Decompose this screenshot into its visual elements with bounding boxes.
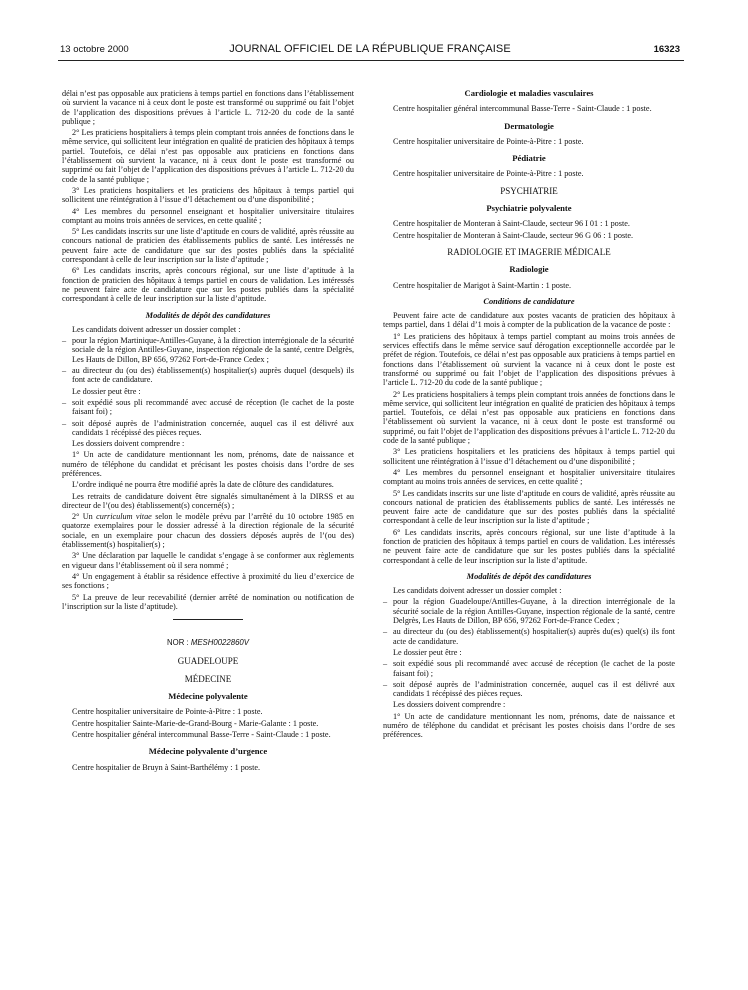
paragraph: 4° Un engagement à établir sa résidence effective à proximité du lieu d’exercice de ses fonctions ; [62,571,354,591]
post-entry: Centre hospitalier de Monteran à Saint-Claude, secteur 96 G 06 : 1 poste. [393,230,634,240]
paragraph: L’ordre indiqué ne pourra être modifié après la date de clôture des candidatures. [72,480,334,490]
specialty-heading: Psychiatrie polyvalente [486,203,572,214]
paragraph: Peuvent faire acte de candidature aux postes vacants de praticien des hôpitaux à temps partiel, dans 1 délai d’1 mois à compter de la publication de la vacance de poste : [383,311,675,330]
header-rule [58,60,684,61]
paragraph: 1° Un acte de candidature mentionnant les nom, prénoms, date de naissance et numéro de téléphone du candidat et précisant les postes choisis dans l’ordre de ses préférences. [62,450,354,478]
divider [173,619,243,620]
specialty-heading: Cardiologie et maladies vasculaires [464,88,594,98]
specialty-heading: Médecine polyvalente d’urgence [148,746,268,757]
region-heading: GUADELOUPE [177,656,239,667]
list-item: – au directeur du (ou des) établissement(s) hospitalier(s) auprès duquel (desquels) ils font acte de candidature. [62,366,354,385]
list-item: – soit déposé auprès de l’administration concernée, auquel cas il est délivré aux candidats 1 récépissé des pièces reçues. [383,680,675,699]
post-entry: Centre hospitalier de Marigot à Saint-Martin : 1 poste. [393,280,572,290]
paragraph: 1° Un acte de candidature mentionnant les nom, prénoms, date de naissance et numéro de téléphone du candidat et précisant les postes choisis dans l’ordre de ses préférences. [383,711,675,740]
post-entry: Centre hospitalier universitaire de Pointe-à-Pitre : 1 poste. [72,707,263,717]
text: 2° Un [72,512,97,522]
paragraph: Le dossier peut être : [72,386,141,396]
specialty-heading: Radiologie [509,264,549,275]
section-heading: Conditions de candidature [483,296,575,306]
paragraph: Les dossiers doivent comprendre : [393,700,506,710]
paragraph: 4° Les membres du personnel enseignant et hospitalier universitaire titulaires comptant au moins trois années de services, en cette qualité ; [62,206,354,225]
nor-label: NOR : [167,638,191,648]
text: selon le modèle prévu par l’arrêté du 10 octobre 1985 en quatorze exemplaires pour le dossier adressé à la direction régionale de la sécurité sociale, en un exemplaire pour chacun des dossiers déposés auprès de l’(ou des) établissement(s) hospitalier(s) ; [62,512,355,550]
specialty-heading: Dermatologie [504,120,554,131]
nor-reference [62,638,354,647]
page-header [60,44,680,58]
list-item: – pour la région Martinique-Antilles-Guyane, à la direction interrégionale de la sécurité sociale de la région Antilles-Guyane, inspection régionale de la santé, centre Delgrès, Les Hauts de Dillon, BP 656, 97262 Fort-de-France Cedex ; [62,336,354,364]
paragraph: 3° Les praticiens hospitaliers et les praticiens des hôpitaux à temps partiel qui sollicitent une réintégration à l’issue d’l détachement ou d’une disponibilité ; [383,447,675,466]
paragraph: 2° Les praticiens hospitaliers à temps plein comptant trois années de fonctions dans le même service, qui sollicitent leur intégration en qualité de praticien des hôpitaux à temps partiel. Toutefois, ce délai n’est pas opposable aux praticiens en fonctions dans l’établissement où survient la vacance, ni à ceux dont le poste est transformé ou supprimé ou fait l’objet de l’application des dispositions prévues à l’article L. 712-20 du code de la santé publique ; [62,128,354,184]
list-item: – pour la région Guadeloupe/Antilles-Guyane, à la direction interrégionale de la sécurité sociale de la région Antilles-Guyane, inspection régionale de la santé, centre Delgrès, Les Hauts de Dillon, BP 656, 97262 Fort-de-France Cedex ; [383,597,675,625]
list-item: – au directeur du (ou des) établissement(s) hospitalier(s) auprès du(es) quel(s) ils font acte de candidature. [383,627,675,646]
discipline-heading: PSYCHIATRIE [500,185,558,196]
discipline-heading: MÉDECINE [184,673,232,684]
paragraph: Les dossiers doivent comprendre : [72,439,185,449]
paragraph: Les candidats doivent adresser un dossier complet : [72,324,241,334]
journal-title: JOURNAL OFFICIEL DE LA RÉPUBLIQUE FRANÇAISE [229,43,511,55]
post-entry: Centre hospitalier général intercommunal Basse-Terre - Saint-Claude : 1 poste. [393,104,652,114]
specialty-heading: Médecine polyvalente [168,691,248,702]
paragraph: 4° Les membres du personnel enseignant et hospitalier universitaire titulaires comptant au moins trois années de services, en cette qualité ; [383,467,675,487]
paragraph: 3° Une déclaration par laquelle le candidat s’engage à se conformer aux règlements en vigueur dans l’établissement où il sera nommé ; [62,551,354,570]
paragraph: 5° La preuve de leur recevabilité (dernier arrêté de nomination ou notification de l’inscription sur la liste d’aptitude). [62,592,354,611]
post-entry: Centre hospitalier Sainte-Marie-de-Grand-Bourg - Marie-Galante : 1 poste. [72,718,319,728]
right-column [383,89,675,742]
issue-date: 13 octobre 2000 [60,44,129,55]
paragraph: 6° Les candidats inscrits, après concours régional, sur une liste d’aptitude à la fonction de praticien des hôpitaux à temps partiel en cours de validation. Les intéressés ne peuvent faire acte de candidature que sur les postes publiés dans la spécialité correspondant à celle de leur inscription sur la liste d’aptitude. [383,527,675,565]
paragraph: 1° Les praticiens des hôpitaux à temps partiel comptant au moins trois années de services effectifs dans le même service sauf dérogation exceptionnelle accordée par le préfet de région. Toutefois, ce délai n’est pas opposable aux praticiens à temps partiel en fonctions dans l’établissement où survient la vacance ni à ceux dont le poste est transformé ou supprimé ou fait l’objet de l’application des dispositions prévues à l’article L. 712-20 du code de la santé publique ; [383,331,675,388]
page-number: 16323 [653,44,680,55]
paragraph: Les candidats doivent adresser un dossier complet : [393,586,562,596]
specialty-heading: Pédiatrie [512,153,546,164]
section-heading: Modalités de dépôt des candidatures [466,571,592,581]
post-entry: Centre hospitalier universitaire de Pointe-à-Pitre : 1 poste. [393,136,584,146]
paragraph: délai n’est pas opposable aux praticiens à temps partiel en fonctions dans l’établissement où survient la vacance ni à ceux dont le poste est transformé ou supprimé ou fait l’objet de l’application des dispositions prévues à l’article L. 712-20 du code de la santé publique ; [62,89,354,126]
list-item: – soit expédié sous pli recommandé avec accusé de réception (le cachet de la poste faisant foi) ; [383,659,675,678]
paragraph: 2° Les praticiens hospitaliers à temps plein comptant trois années de fonctions dans le même service, qui sollicitent leur intégration en qualité de praticien des hôpitaux à temps partiel. Toutefois, ce délai n’est pas opposable aux praticiens en fonctions dans l’établissement où survient la vacance, ni à ceux dont le poste est transformé ou supprimé, ou fait l’objet de l’application des dispositions prévues à l’article L. 712-20 du code de la santé publique ; [383,389,675,446]
list-item: – soit expédié sous pli recommandé avec accusé de réception (le cachet de la poste faisant foi) ; [62,398,354,417]
italic-text: curriculum vitae [96,512,152,522]
list-item: – soit déposé auprès de l’administration concernée, auquel cas il est délivré aux candidats 1 récépissé des pièces reçues. [62,419,354,438]
post-entry: Centre hospitalier universitaire de Pointe-à-Pitre : 1 poste. [393,169,584,179]
post-entry: Centre hospitalier général intercommunal Basse-Terre - Saint-Claude : 1 poste. [72,729,331,739]
paragraph: 5° Les candidats inscrits sur une liste d’aptitude en cours de validité, après réussite au concours national de praticien des établissements publics de santé. Les intéressés ne peuvent faire acte de candidature que sur des postes publiés dans la spécialité correspondant à celle de leur inscription sur la liste d’aptitude ; [62,227,354,265]
paragraph: 5° Les candidats inscrits sur une liste d’aptitude en cours de validité, après réussite au concours national de praticien des établissements publics de santé. Les intéressés ne peuvent faire acte de candidature que sur des postes publiés dans la spécialité correspondant à celle de leur inscription sur la liste d’aptitude ; [383,488,675,526]
paragraph: Les retraits de candidature doivent être signalés simultanément à la DIRSS et au directeur de l’(ou des) établissement(s) concerné(s) ; [62,491,354,510]
left-column [62,89,354,774]
discipline-heading: RADIOLOGIE ET IMAGERIE MÉDICALE [447,246,611,257]
nor-code: MESH0022860V [190,638,249,648]
paragraph: 6° Les candidats inscrits, après concours régional, sur une liste d’aptitude à la fonction de praticien des hôpitaux à temps partiel en cours de validation. Les intéressés ne peuvent faire acte de candidature que sur les postes publiés dans la spécialité correspondant à celle de leur inscription sur la liste d’aptitude. [62,266,354,304]
post-entry: Centre hospitalier de Monteran à Saint-Claude, secteur 96 I 01 : 1 poste. [393,219,630,229]
paragraph: Le dossier peut être : [393,647,462,657]
paragraph [62,512,354,549]
section-heading: Modalités de dépôt des candidatures [145,310,271,320]
paragraph: 3° Les praticiens hospitaliers et les praticiens des hôpitaux à temps partiel qui sollicitent une réintégration à l’issue d’l détachement ou d’une disponibilité ; [62,185,354,205]
post-entry: Centre hospitalier de Bruyn à Saint-Barthélémy : 1 poste. [72,762,261,772]
